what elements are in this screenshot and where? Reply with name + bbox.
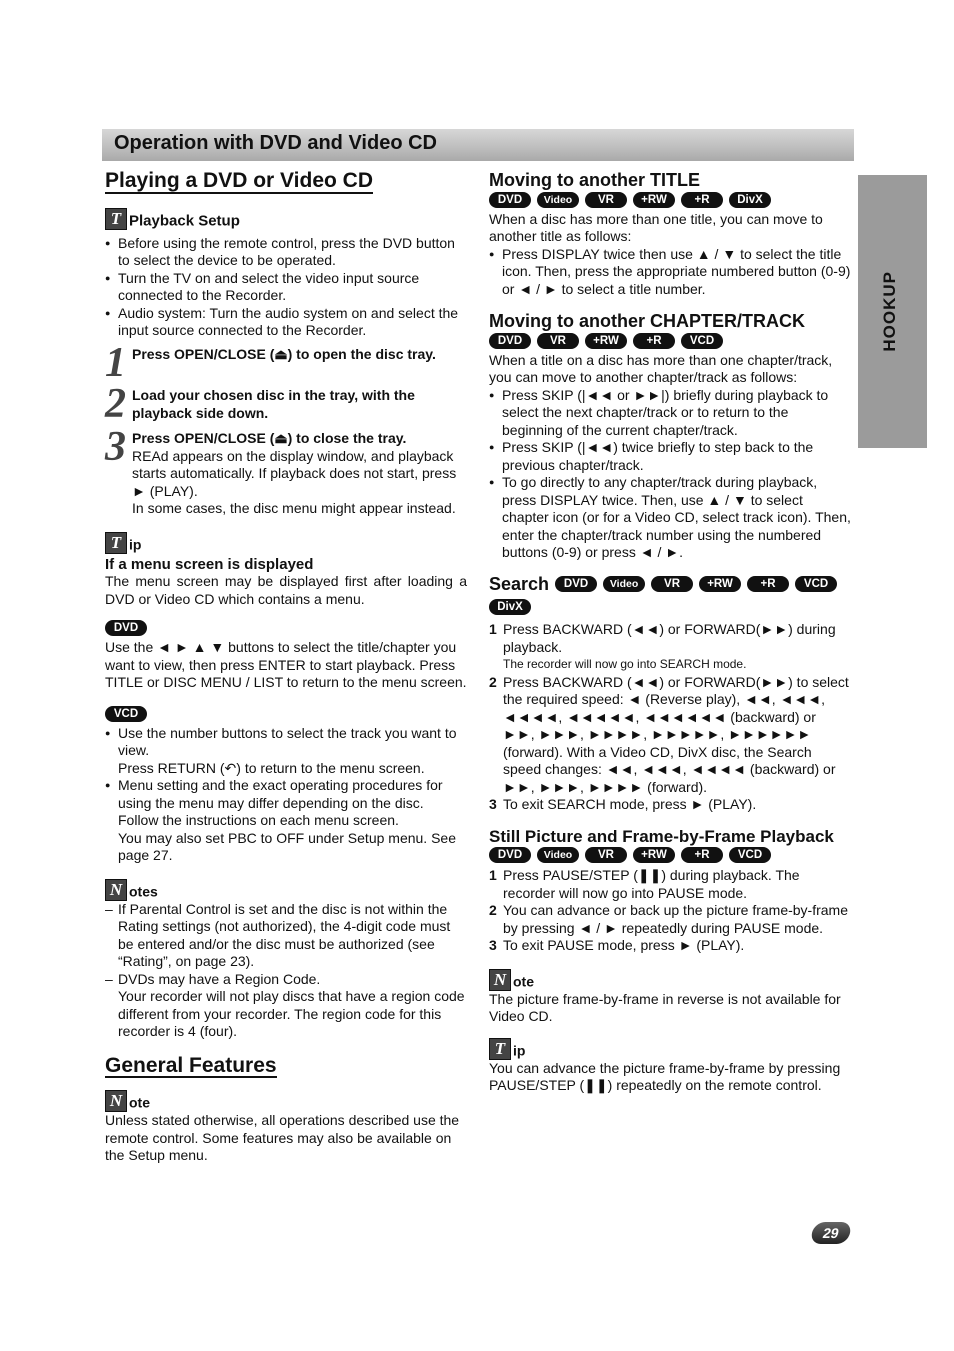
list-item: ● Press DISPLAY twice then use ▲ / ▼ to select the title icon. Then, press the appropriate numbered button (0-9) or ◄ / ► to select a title number. [489, 246, 851, 299]
heading-still: Still Picture and Frame-by-Frame Playback [489, 826, 834, 846]
still-step-text: To exit PAUSE mode, press ► (PLAY). [503, 937, 745, 953]
disc-badge: VCD [105, 706, 147, 722]
list-item: – DVDs may have a Region Code. [105, 971, 467, 989]
disc-badge: DivX [729, 192, 771, 208]
list-item [489, 674, 851, 797]
disc-badge: VCD [729, 847, 771, 863]
note-n-icon: N [489, 969, 511, 991]
disc-badge: DVD [105, 620, 147, 636]
general-note-header [105, 1090, 467, 1112]
list-item: ● Press SKIP (|◄◄) twice briefly to step back to the previous chapter/track. [489, 439, 851, 474]
tip-t-icon: T [105, 532, 127, 554]
dvd-badge-row [105, 620, 467, 636]
list-item [489, 867, 851, 902]
search-step-text: Press BACKWARD (◄◄) or FORWARD(►►) during playback. [503, 621, 836, 655]
list-item [105, 725, 467, 778]
vcd-bullet-2b: You may also set PBC to OFF under Setup menu. See page 27. [118, 829, 456, 863]
step-number: 3 [489, 796, 497, 812]
note-n-icon: N [105, 1090, 127, 1112]
step-2-text: Load your chosen disc in the tray, with the playback side down. [132, 387, 415, 421]
heading-chapter: Moving to another CHAPTER/TRACK [489, 311, 805, 331]
note-label: ote [513, 973, 534, 989]
disc-badge: DVD [489, 192, 531, 208]
disc-badge: +RW [699, 576, 741, 592]
disc-badge: VR [585, 847, 627, 863]
heading-title: Moving to another TITLE [489, 170, 700, 190]
heading-playing: Playing a DVD or Video CD [105, 169, 374, 192]
search-step-text: To exit SEARCH mode, press ► (PLAY). [503, 796, 757, 812]
list-item [489, 796, 851, 814]
dvd-text: Use the ◄ ► ▲ ▼ buttons to select the title/chapter you want to view, then press ENTER to start playback. Press TITLE or DISC MENU / LIST to return to the menu screen. [105, 639, 467, 690]
step-number: 1 [489, 867, 497, 883]
step-3-text2: In some cases, the disc menu might appear instead. [132, 500, 456, 516]
vcd-bullet-1: ● Use the number buttons to select the track you want to view. [118, 724, 457, 758]
vcd-bullet-2: ● Menu setting and the exact operating procedures for using the menu may differ depending on the disc. Follow the instructions on each menu screen. [118, 777, 443, 828]
disc-badge: +RW [585, 333, 627, 349]
step-number: 3 [489, 937, 497, 953]
general-note-label: ote [129, 1094, 150, 1111]
tip-header-right [489, 1038, 851, 1060]
disc-badge: +R [681, 192, 723, 208]
disc-badge: +R [747, 576, 789, 592]
disc-badge: +R [633, 333, 675, 349]
playback-setup-header [105, 208, 467, 230]
step-number: 2 [489, 902, 497, 918]
step-1-text: Press OPEN/CLOSE (⏏) to open the disc tray. [132, 345, 436, 362]
general-note-text: Unless stated otherwise, all operations described use the remote control. Some features may also be available on the Setup menu. [105, 1112, 460, 1163]
disc-badge: DVD [489, 333, 531, 349]
side-tab [858, 175, 927, 448]
list-item: ● Turn the TV on and select the video input source connected to the Recorder. [105, 270, 467, 305]
step-number: 2 [489, 673, 497, 690]
list-item: ● To go directly to any chapter/track during playback, press DISPLAY twice. Then, use ▲ / ▼ to select chapter icon (or for a Video CD, select track icon). Then, enter the chapter/track number using the numbered buttons (0-9) or press ◄ / ►. [489, 474, 851, 562]
note-text: The picture frame-by-frame in reverse is not available for Video CD. [489, 990, 841, 1024]
list-item: ● Before using the remote control, press the DVD button to select the device to be operated. [105, 235, 467, 270]
disc-badge: VCD [795, 576, 837, 592]
list-item [489, 902, 851, 937]
list-item [105, 777, 467, 865]
tip-label-right: ip [513, 1042, 526, 1058]
search-step-small: The recorder will now go into SEARCH mode. [503, 657, 747, 671]
page-number: 29 [810, 1222, 853, 1244]
still-step-text: You can advance or back up the picture frame-by-frame by pressing ◄ / ► repeatedly during PAUSE mode. [503, 902, 849, 936]
list-item: – If Parental Control is set and the disc is not within the Rating settings (not authorized), the 4-digit code must be entered and/or the disc must be authorized (see “Rating”, on page 23). [105, 901, 467, 971]
chapter-text: When a title on a disc has more than one chapter/track, you can move to another chapter/track as follows: [489, 351, 833, 385]
list-item: ● Audio system: Turn the audio system on and select the input source connected to the Recorder. [105, 305, 467, 340]
step-number-icon: 3 [105, 424, 126, 470]
search-step-text: Press BACKWARD (◄◄) or FORWARD(►►) to select the required speed: ◄ (Reverse play), ◄◄, ◄◄◄, ◄◄◄◄, ◄◄◄◄◄, ◄◄◄◄◄◄ (backward) or ►►, ►►►, ►►►►, ►►►►►, ►►►►►► (forward). With a Video CD, DivX disc, the Search speed changes: ◄◄, ◄◄◄, ◄◄◄◄ (backward) or ►►, ►►►, ►►►► (forward). [503, 673, 849, 795]
list-item [489, 937, 851, 955]
notes-header [105, 879, 467, 901]
general-heading-wrap [105, 1053, 467, 1079]
disc-badge: DVD [555, 576, 597, 592]
disc-badge: VCD [681, 333, 723, 349]
heading-general: General Features [105, 1053, 277, 1077]
side-tab-label: HOOKUP [880, 271, 899, 352]
banner-title: Operation with DVD and Video CD [114, 132, 437, 154]
disc-badge: Video [537, 192, 579, 208]
note-n-icon: N [105, 879, 127, 901]
vcd-bullet-1b: Press RETURN (↶) to return to the menu screen. [118, 759, 425, 776]
still-step-text: Press PAUSE/STEP (❚❚) during playback. The recorder will now go into PAUSE mode. [503, 867, 800, 901]
step-3 [105, 424, 467, 518]
disc-badge: Video [537, 847, 579, 863]
step-3-title: Press OPEN/CLOSE (⏏) to close the tray. [132, 430, 407, 446]
list-item [489, 621, 851, 674]
left-column [105, 169, 467, 1165]
still-steps [489, 867, 851, 955]
section-banner [102, 129, 854, 161]
tip-text-right: You can advance the picture frame-by-frame by pressing PAUSE/STEP (❚❚) repeatedly on the remote control. [489, 1059, 841, 1093]
note-header [489, 969, 851, 991]
step-number-icon: 2 [105, 381, 126, 427]
title-badges [489, 192, 851, 208]
disc-badge: VR [585, 192, 627, 208]
notes-label: otes [129, 883, 158, 899]
step-3-text: REAd appears on the display window, and playback starts automatically. If playback does not start, press ► (PLAY). [132, 447, 457, 499]
disc-badge: VR [651, 576, 693, 592]
step-1 [105, 339, 467, 386]
tip-t-icon: T [489, 1038, 511, 1060]
notes-extra: Your recorder will not play discs that have a region code different from your recorder. The region code for this recorder is 4 (four). [118, 988, 465, 1039]
disc-badge: +RW [633, 847, 675, 863]
step-number-icon: 1 [105, 339, 126, 386]
right-column [489, 172, 851, 1095]
setup-bullets [105, 235, 467, 340]
vcd-badge-row [105, 706, 467, 722]
disc-badge: Video [603, 576, 645, 592]
still-badges [489, 847, 851, 863]
step-number: 1 [489, 621, 497, 637]
tip-header [105, 532, 467, 554]
disc-badge: DivX [489, 599, 531, 615]
heading-search: Search [489, 573, 550, 594]
search-header [489, 573, 851, 616]
disc-badge: +RW [633, 192, 675, 208]
disc-badge: +R [681, 847, 723, 863]
tip-label: ip [129, 536, 142, 552]
step-2 [105, 381, 467, 427]
search-steps [489, 621, 851, 814]
tip-heading: If a menu screen is displayed [105, 555, 314, 573]
tip-t-icon: T [105, 208, 127, 230]
list-item: ● Press SKIP (|◄◄ or ►►|) briefly during playback to select the next chapter/track or to return to the beginning of the current chapter/track. [489, 387, 851, 440]
tip-text: The menu screen may be displayed first after loading a DVD or Video CD which contains a menu. [105, 573, 467, 607]
title-text: When a disc has more than one title, you can move to another title as follows: [489, 210, 823, 244]
disc-badge: VR [537, 333, 579, 349]
playback-setup-title: Playback Setup [129, 212, 240, 229]
chapter-badges [489, 333, 851, 349]
disc-badge: DVD [489, 847, 531, 863]
